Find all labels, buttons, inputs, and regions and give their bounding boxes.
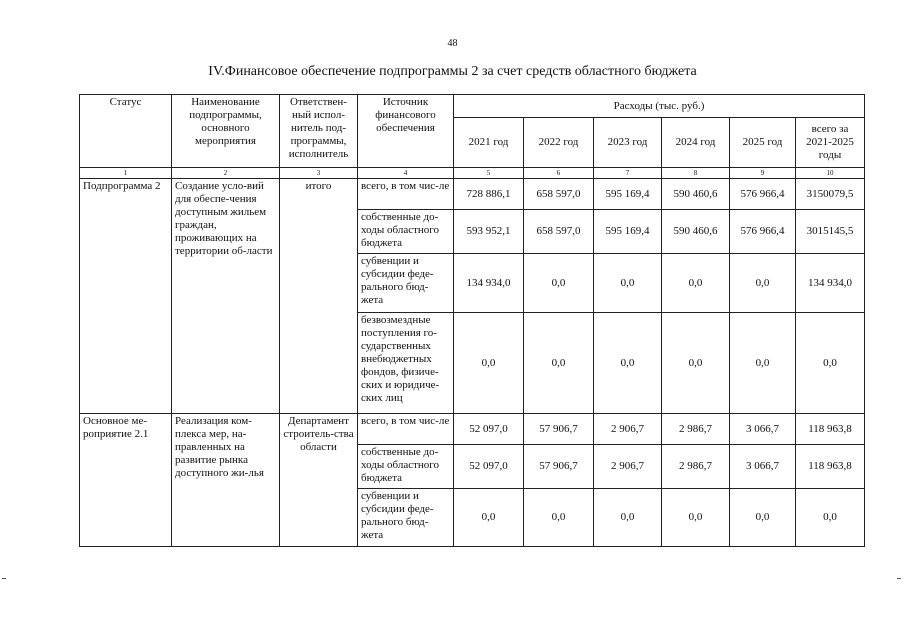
responsible-cell: Департамент строитель-ства области	[280, 414, 358, 547]
column-number: 10	[796, 168, 865, 179]
value-cell: 52 097,0	[454, 414, 524, 445]
value-cell: 0,0	[454, 313, 524, 414]
source-cell: субвенции и субсидии феде-рального бюд-жета	[358, 489, 454, 547]
column-number: 7	[594, 168, 662, 179]
column-number: 4	[358, 168, 454, 179]
value-cell: 590 460,6	[662, 210, 730, 254]
name-cell: Реализация ком-плекса мер, на-правленных на развитие рынка доступного жи-лья	[172, 414, 280, 547]
status-cell: Подпрограмма 2	[80, 179, 172, 414]
value-cell: 0,0	[594, 489, 662, 547]
source-cell: собственные до-ходы областного бюджета	[358, 445, 454, 489]
column-number: 1	[80, 168, 172, 179]
value-cell: 0,0	[662, 313, 730, 414]
column-number: 9	[730, 168, 796, 179]
name-cell: Создание усло-вий для обеспе-чения доступным жильем граждан, проживающих на территории об-ласти	[172, 179, 280, 414]
source-cell: субвенции и субсидии феде-рального бюд-жета	[358, 254, 454, 313]
scan-mark	[897, 578, 901, 579]
column-number: 8	[662, 168, 730, 179]
header-year-2021: 2021 год	[454, 118, 524, 168]
value-cell: 0,0	[594, 313, 662, 414]
header-expenses: Расходы (тыс. руб.)	[454, 95, 865, 118]
value-cell: 595 169,4	[594, 179, 662, 210]
value-cell: 0,0	[796, 489, 865, 547]
source-cell: всего, в том чис-ле	[358, 414, 454, 445]
page-number: 48	[447, 38, 458, 49]
header-year-2025: 2025 год	[730, 118, 796, 168]
value-cell: 2 986,7	[662, 414, 730, 445]
value-cell: 134 934,0	[796, 254, 865, 313]
value-cell: 52 097,0	[454, 445, 524, 489]
value-cell: 118 963,8	[796, 445, 865, 489]
page-title: IV.Финансовое обеспечение подпрограммы 2 за счет средств областного бюджета	[208, 64, 697, 79]
value-cell: 658 597,0	[524, 210, 594, 254]
value-cell: 576 966,4	[730, 210, 796, 254]
source-cell: собственные до-ходы областного бюджета	[358, 210, 454, 254]
value-cell: 2 906,7	[594, 445, 662, 489]
header-year-total: всего за 2021-2025 годы	[796, 118, 865, 168]
value-cell: 0,0	[730, 489, 796, 547]
value-cell: 3015145,5	[796, 210, 865, 254]
header-responsible: Ответствен-ный испол-нитель под-программы, исполнитель	[280, 95, 358, 168]
value-cell: 3 066,7	[730, 414, 796, 445]
value-cell: 0,0	[524, 313, 594, 414]
value-cell: 590 460,6	[662, 179, 730, 210]
value-cell: 2 906,7	[594, 414, 662, 445]
table-row	[80, 179, 865, 210]
value-cell: 3150079,5	[796, 179, 865, 210]
header-year-2024: 2024 год	[662, 118, 730, 168]
column-number: 5	[454, 168, 524, 179]
header-status: Статус	[80, 95, 172, 168]
status-cell: Основное ме-роприятие 2.1	[80, 414, 172, 547]
value-cell: 595 169,4	[594, 210, 662, 254]
value-cell: 0,0	[796, 313, 865, 414]
value-cell: 658 597,0	[524, 179, 594, 210]
value-cell: 0,0	[524, 254, 594, 313]
value-cell: 57 906,7	[524, 445, 594, 489]
value-cell: 134 934,0	[454, 254, 524, 313]
column-number: 3	[280, 168, 358, 179]
header-year-2022: 2022 год	[524, 118, 594, 168]
source-cell: всего, в том чис-ле	[358, 179, 454, 210]
value-cell: 0,0	[524, 489, 594, 547]
value-cell: 576 966,4	[730, 179, 796, 210]
scan-mark	[2, 578, 6, 579]
value-cell: 0,0	[662, 254, 730, 313]
value-cell: 118 963,8	[796, 414, 865, 445]
column-number: 2	[172, 168, 280, 179]
responsible-cell: итого	[280, 179, 358, 414]
source-cell: безвозмездные поступления го-сударственных внебюджетных фондов, физиче-ских и юридиче-ских лиц	[358, 313, 454, 414]
value-cell: 57 906,7	[524, 414, 594, 445]
value-cell: 0,0	[662, 489, 730, 547]
header-source: Источник финансового обеспечения	[358, 95, 454, 168]
value-cell: 0,0	[594, 254, 662, 313]
financing-table	[79, 94, 865, 547]
value-cell: 3 066,7	[730, 445, 796, 489]
header-name: Наименование подпрограммы, основного мероприятия	[172, 95, 280, 168]
value-cell: 2 986,7	[662, 445, 730, 489]
value-cell: 0,0	[730, 254, 796, 313]
column-number: 6	[524, 168, 594, 179]
table-row	[80, 414, 865, 445]
value-cell: 593 952,1	[454, 210, 524, 254]
header-year-2023: 2023 год	[594, 118, 662, 168]
value-cell: 0,0	[730, 313, 796, 414]
value-cell: 728 886,1	[454, 179, 524, 210]
value-cell: 0,0	[454, 489, 524, 547]
